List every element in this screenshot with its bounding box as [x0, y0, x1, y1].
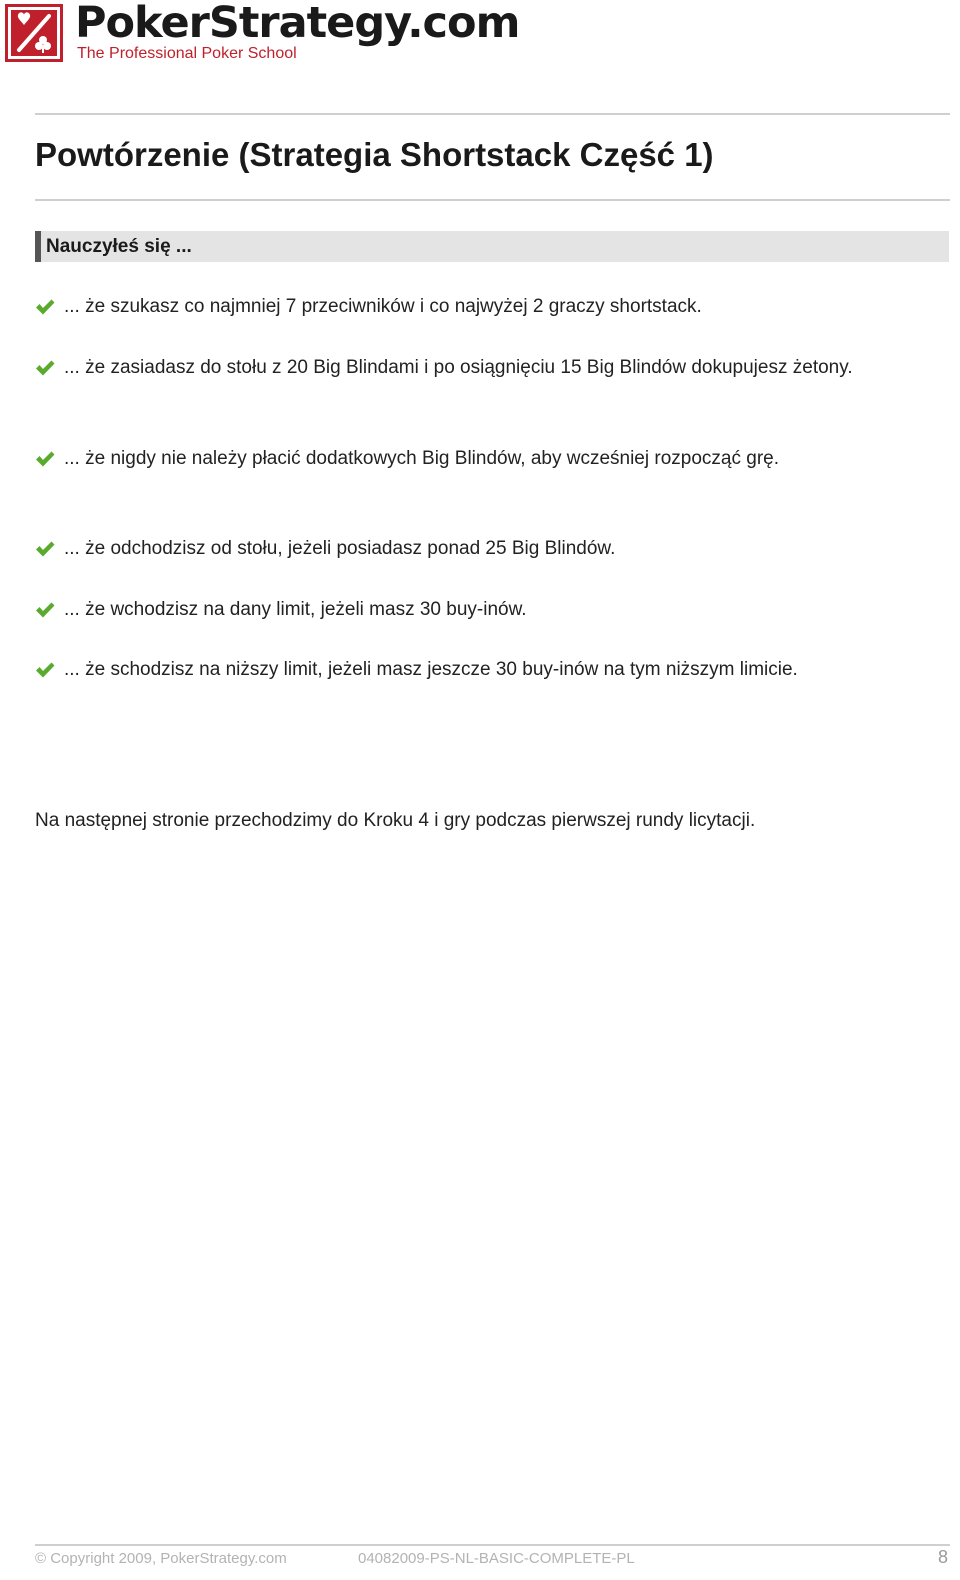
- brand-name: PokerStrategy.com: [75, 0, 520, 48]
- checkmark-icon: [35, 359, 55, 377]
- list-item: [35, 599, 950, 625]
- section-label: Nauczyłeś się ...: [46, 236, 192, 257]
- page-header: [5, 0, 520, 62]
- list-item: [35, 296, 950, 322]
- footer-copyright: © Copyright 2009, PokerStrategy.com: [35, 1550, 287, 1567]
- checkmark-icon: [35, 450, 55, 468]
- title-divider-bottom: [35, 199, 950, 201]
- list-item-text: ... że nigdy nie należy płacić dodatkowych Big Blindów, aby wcześniej rozpocząć grę.: [64, 448, 779, 469]
- list-item-text: ... że schodzisz na niższy limit, jeżeli masz jeszcze 30 buy-inów na tym niższym limicie.: [64, 659, 798, 680]
- footer-document-code: 04082009-PS-NL-BASIC-COMPLETE-PL: [358, 1550, 635, 1567]
- checkmark-icon: [35, 661, 55, 679]
- title-divider-top: [35, 113, 950, 115]
- section-header: [35, 231, 949, 262]
- list-item: [35, 659, 950, 685]
- pokerstrategy-logo-icon: [5, 4, 63, 62]
- list-item-text: ... że wchodzisz na dany limit, jeżeli masz 30 buy-inów.: [64, 599, 527, 620]
- list-item: [35, 357, 950, 383]
- list-item: [35, 538, 950, 564]
- page-title: Powtórzenie (Strategia Shortstack Część 1): [35, 136, 714, 173]
- brand-tagline: The Professional Poker School: [77, 45, 297, 62]
- checkmark-icon: [35, 540, 55, 558]
- checkmark-icon: [35, 601, 55, 619]
- list-item-text: ... że odchodzisz od stołu, jeżeli posiadasz ponad 25 Big Blindów.: [64, 538, 616, 559]
- list-item: [35, 448, 950, 474]
- footer-divider: [35, 1544, 950, 1546]
- section-accent: [35, 231, 41, 262]
- list-item-text: ... że zasiadasz do stołu z 20 Big Blindami i po osiągnięciu 15 Big Blindów dokupujesz żetony.: [64, 357, 853, 378]
- closing-paragraph: Na następnej stronie przechodzimy do Kroku 4 i gry podczas pierwszej rundy licytacji.: [35, 810, 756, 831]
- page-number: 8: [937, 1547, 948, 1567]
- checkmark-icon: [35, 298, 55, 316]
- list-item-text: ... że szukasz co najmniej 7 przeciwników i co najwyżej 2 graczy shortstack.: [64, 296, 702, 317]
